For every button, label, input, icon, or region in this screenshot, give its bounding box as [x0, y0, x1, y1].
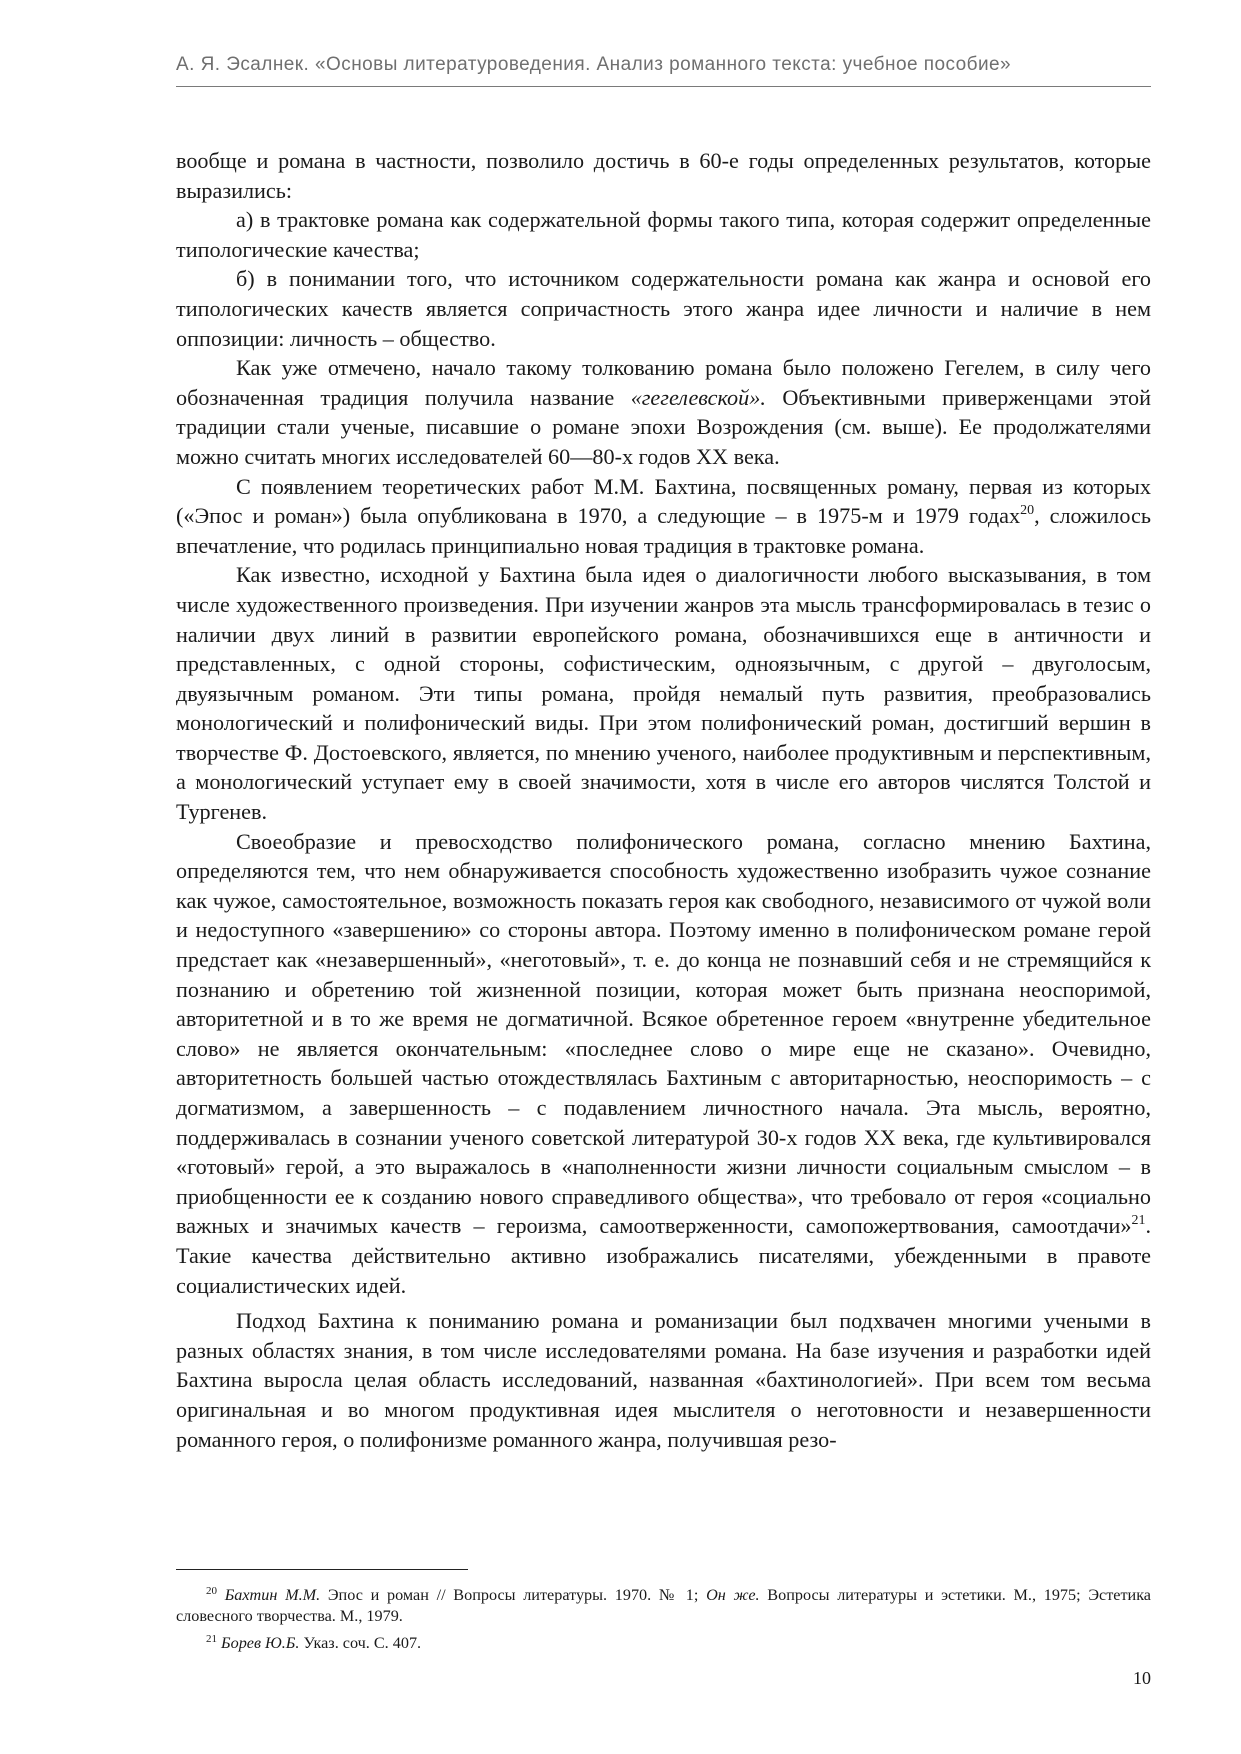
paragraph-1: вообще и романа в частности, позволило достичь в 60-е годы определенных результатов, которые выразились: [176, 148, 1151, 203]
italic-term: «гегелевской». [630, 384, 766, 410]
running-header: А. Я. Эсалнек. «Основы литературоведения. Анализ романного текста: учебное пособие» [176, 54, 1012, 75]
footnote-text: Указ. соч. С. 407. [299, 1634, 422, 1653]
footnote-author: Борев Ю.Б. [221, 1634, 300, 1653]
footnote-divider [176, 1569, 468, 1570]
footnote-ibid: Он же. [706, 1586, 760, 1604]
footnote-number: 21 [206, 1633, 217, 1646]
footnote-author: Бахтин М.М. [224, 1586, 321, 1604]
footnote-20 [176, 1585, 1151, 1627]
paragraph-7-text-a: Своеобразие и превосходство полифонического романа, согласно мнению Бахтина, определяются тем, что нем обнаруживается способность художественно изобразить чужое сознание как чужое, самостоятельное, возможность показать героя как свободного, независимого от чужой воли и недоступного «завершению» со стороны автора. Поэтому именно в полифоническом романе герой предстает как «незавершенный», «неготовый», т. е. до конца не познавший себя и не стремящийся к познанию и обретению той жизненной позиции, которая может быть признана неоспоримой, авторитетной и в то же время не догматичной. Всякое обретенное героем «внутренне убедительное слово» не является окончательным: «последнее слово о мире еще не сказано». Очевидно, авторитетность большей частью отождествлялась Бахтиным с авторитарностью, неоспоримость – с догматизмом, а завершенность – с подавлением личностного начала. Эта мысль, вероятно, поддерживалась в сознании ученого советской литературой 30-х годов XX века, где культивировался «готовый» герой, а это выражалось в «наполненности жизни личности социальным смыслом – в приобщенности ее к созданию нового справедливого общества», что требовало от героя «социально важных и значимых качеств – героизма, самоотверженности, самопожертвования, самоотдачи» [176, 828, 1151, 1239]
paragraph-4-text-a: Как уже отмечено, начало такому толкованию романа было положено Гегелем, в силу чего обозначенная традиция получила название [176, 355, 1151, 410]
main-text [176, 146, 1151, 1454]
header-divider [176, 86, 1151, 87]
paragraph-7 [176, 827, 1151, 1301]
paragraph-8: Подход Бахтина к пониманию романа и романизации был подхвачен многими учеными в разных областях знания, в том числе исследователями романа. На базе изучения и разработки идей Бахтина выросла целая область исследований, названная «бахтинологией». При всем том весьма оригинальная и во многом продуктивная идея мыслителя о неготовности и незавершенности романного героя, о полифонизме романного жанра, получившая резо- [176, 1308, 1151, 1452]
footnote-ref-20[interactable]: 20 [1020, 503, 1035, 519]
footnotes [176, 1585, 1151, 1661]
page-number: 10 [1133, 1668, 1151, 1688]
paragraph-2: а) в трактовке романа как содержательной формы такого типа, которая содержит определенные типологические качества; [176, 207, 1151, 262]
paragraph-4-text-b: Объективными приверженцами этой традиции стали ученые, писавшие о романе эпохи Возрождения (см. выше). Ее продолжателями можно считать многих исследователей 60—80-х годов XX века. [176, 384, 1152, 469]
footnote-text: Эпос и роман // Вопросы литературы. 1970. № 1; [320, 1586, 707, 1604]
paragraph-4 [176, 353, 1151, 471]
footnote-number: 20 [206, 1585, 217, 1597]
paragraph-7-text-b: . Такие качества действительно активно изображались писателями, убежденными в правоте социалистических идей. [176, 1213, 1151, 1298]
footnote-text: Вопросы литературы и эстетики. М., 1975; Эстетика словесного творчества. М., 1979. [176, 1586, 1151, 1626]
paragraph-5-text-b: , сложилось впечатление, что родилась принципиально новая традиция в трактовке романа. [176, 503, 1151, 558]
paragraph-3: б) в понимании того, что источником содержательности романа как жанра и основой его типологических качеств является сопричастность этого жанра идее личности и наличие в нем оппозиции: личность – общество. [176, 266, 1151, 351]
footnote-ref-21[interactable]: 21 [1131, 1213, 1146, 1229]
paragraph-5-text-a: С появлением теоретических работ М.М. Бахтина, посвященных роману, первая из которых («Эпос и роман») была опубликована в 1970, а следующие – в 1975-м и 1979 годах [176, 473, 1151, 529]
footnote-21 [176, 1633, 1151, 1654]
paragraph-5 [176, 472, 1151, 561]
paragraph-6: Как известно, исходной у Бахтина была идея о диалогичности любого высказывания, в том числе художественного произведения. При изучении жанров эта мысль трансформировалась в тезис о наличии двух линий в развитии европейского романа, обозначившихся еще в античности и представленных, с одной стороны, софистическим, одноязычным, с другой – двуголосым, двуязычным романом. Эти типы романа, пройдя немалый путь развития, преобразовались монологический и полифонический виды. При этом полифонический роман, достигший вершин в творчестве Ф. Достоевского, является, по мнению ученого, наиболее продуктивным и перспективным, а монологический уступает ему в своей значимости, хотя в числе его авторов числятся Толстой и Тургенев. [176, 562, 1151, 825]
